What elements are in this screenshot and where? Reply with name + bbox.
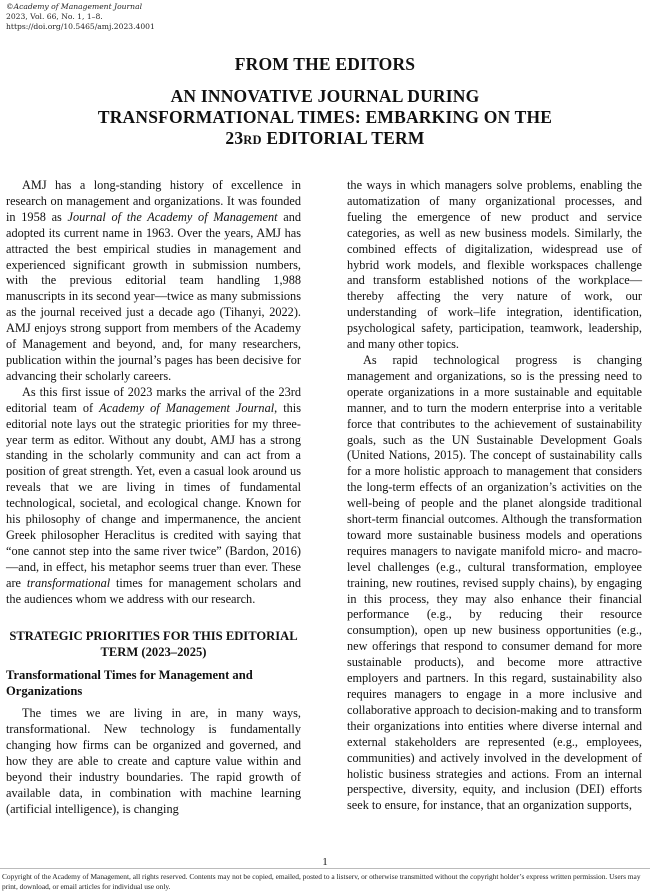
header-meta <box>6 2 155 33</box>
paragraph: As this first issue of 2023 marks the arrival of the 23rd editorial team of Academy of Management Journal, this editorial note lays out the strategic priorities for my three-year term as editor. Without any doubt, AMJ has a strong standing in the scholarly community and can act from a position of great strength. Yet, even a casual look around us reveals that we are living in times of fundamental technological, societal, and ecological change. Known for his philosophy of change and impermanence, the ancient Greek philosopher Heraclitus is credited with saying that “one cannot step into the same river twice” (Bardon, 2016)—and, in effect, his metaphor seems truer than ever. These are transformational times for management scholars and the audiences whom we address with our research. <box>6 384 301 606</box>
paragraph: the ways in which managers solve problems, enabling the automatization of many organizational processes, and fueling the emergence of new product and service categories, as well as new business models. Similarly, the combined effects of digitalization, widespread use of hybrid work models, and flexible workspaces challenge and transform established notions of the workplace—thereby affecting the very nature of work, our understanding of work–life integration, identification, psychological safety, participation, teamwork, leadership, and many other topics. <box>347 178 642 352</box>
section-heading: STRATEGIC PRIORITIES FOR THIS EDITORIAL TERM (2023–2025) <box>9 629 298 660</box>
paragraph: The times we are living in are, in many ways, transformational. New technology is fundamentally changing how firms can be organized and governed, and how they are able to create and capture value within and beyond their industry boundaries. The rapid growth of available data, in combination with machine learning (artificial intelligence), is changing <box>6 706 301 816</box>
article-title <box>40 86 610 151</box>
title-ordinal-suffix: RD <box>243 133 262 147</box>
emphasis: transformational <box>26 575 111 590</box>
paragraph: As rapid technological progress is changing management and organizations, so is the pressing need to operate organizations in a more sustainable and equitable manner, and to turn the modern enterprise into a veritable force that contributes to the achievement of sustainability goals, such as the UN Sustainable Development Goals (United Nations, 2015). The concept of sustainability calls for a more holistic approach to management that considers the long-term effects of an organization’s activities on the well-being of people and the planet alongside traditional short-term financial outcomes. Although the transformation toward more sustainable business models and operations requires managers to navigate manifold micro- and macro-level challenges (e.g., cultural transformation, employee training, new routines, revised supply chains), by engaging in this process, they may also enhance their financial performance (e.g., by reducing their resource consumption), open up new business opportunities (e.g., new offerings that respond to consumer demand for more sustainable products), and become more attractive employers and partners. In this regard, sustainability also requires managers to engage in a more inclusive and collaborative approach to decision-making and to transform their organizations into entities where diverse internal and external stakeholders are represented (e.g., employees, communities) and actively involved in the development of holistic business strategies and actions. From an internal perspective, diversity, equity, and inclusion (DEI) efforts seek to ensure, for instance, that an organization supports, <box>347 352 642 813</box>
emphasis: Journal of the Academy of Management <box>67 209 278 224</box>
section-label: FROM THE EDITORS <box>234 54 416 74</box>
citation: 2023, Vol. 66, No. 1, 1–8. <box>6 12 103 22</box>
title-line-1: AN INNOVATIVE JOURNAL DURING <box>170 86 480 106</box>
title-line-3-rest: EDITORIAL TERM <box>261 128 425 148</box>
title-ordinal-number: 23 <box>225 128 244 148</box>
paragraph: AMJ has a long-standing history of excellence in research on management and organizations. It was founded in 1958 as Journal of the Academy of Management and adopted its current name in 1963. Over the years, AMJ has attracted the best empirical studies in management and experienced significant growth in submission numbers, with the previous editorial team handling 1,988 manuscripts in its second year—twice as many submissions as the journal received just a decade ago (Tihanyi, 2022). AMJ enjoys strong support from members of the Academy of Management and beyond, and, for many researchers, publication within the journal’s pages has been decisive for advancing their scholarly careers. <box>6 178 301 383</box>
title-line-2: TRANSFORMATIONAL TIMES: EMBARKING ON THE <box>97 107 553 127</box>
title-line-3 <box>40 128 610 151</box>
doi-link[interactable]: https://doi.org/10.5465/amj.2023.4001 <box>6 22 155 32</box>
subsection-heading: Transformational Times for Management and Organizations <box>6 668 253 699</box>
journal-copyright: ©Academy of Management Journal <box>6 2 143 11</box>
emphasis: Academy of Management Journal <box>99 400 275 415</box>
copyright-footer: Copyright of the Academy of Management, all rights reserved. Contents may not be copied, emailed, posted to a listserv, or otherwise transmitted without the copyright holder’s express written permission. Users may print, download, or email articles for individual use only. <box>0 868 650 896</box>
page-number: 1 <box>322 856 328 868</box>
right-column <box>347 178 642 814</box>
left-column <box>6 178 301 818</box>
